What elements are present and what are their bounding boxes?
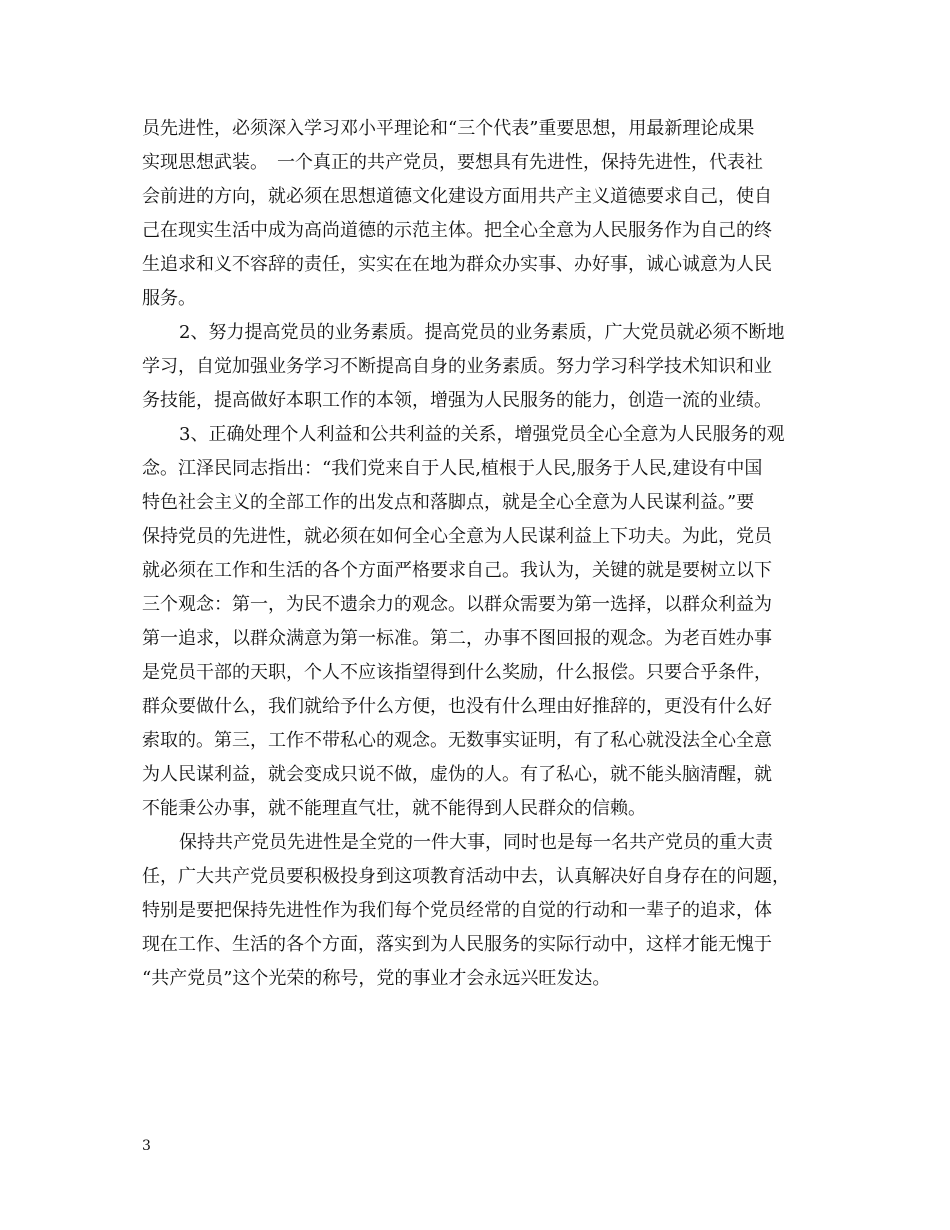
text-line: 三个观念：第一，为民不遗余力的观念。以群众需要为第一选择，以群众利益为 [142, 594, 772, 615]
text-line: 现在工作、生活的各个方面，落实到为人民服务的实际行动中，这样才能无愧于 [142, 934, 772, 955]
text-line: 员先进性，必须深入学习邓小平理论和“三个代表”重要思想，用最新理论成果 [142, 118, 755, 139]
text-line: 为人民谋利益，就会变成只说不做，虚伪的人。有了私心，就不能头脑清醒，就 [142, 764, 772, 785]
text-line: 保持共产党员先进性是全党的一件大事，同时也是每一名共产党员的重大责 [179, 832, 773, 853]
text-line: 特别是要把保持先进性作为我们每个党员经常的自觉的行动和一辈子的追求，体 [142, 900, 772, 921]
text-line: 群众要做什么，我们就给予什么方便，也没有什么理由好推辞的，更没有什么好 [142, 696, 772, 717]
body-text [142, 112, 822, 996]
text-line: 就必须在工作和生活的各个方面严格要求自己。我认为，关键的就是要树立以下 [142, 560, 772, 581]
text-line: 实现思想武装。 一个真正的共产党员，要想具有先进性，保持先进性，代表社 [142, 152, 763, 173]
text-line: 服务。 [142, 288, 196, 309]
text-line: 生追求和义不容辞的责任，实实在在地为群众办实事、办好事，诚心诚意为人民 [142, 254, 772, 275]
text-line: 务技能，提高做好本职工作的本领，增强为人民服务的能力，创造一流的业绩。 [142, 390, 772, 411]
text-line: 2、努力提高党员的业务素质。提高党员的业务素质，广大党员就必须不断地 [179, 322, 785, 343]
text-line: 特色社会主义的全部工作的出发点和落脚点，就是全心全意为人民谋利益。”要 [142, 492, 755, 513]
page-number: 3 [142, 1138, 151, 1154]
text-line: 不能秉公办事，就不能理直气壮，就不能得到人民群众的信赖。 [142, 798, 646, 819]
text-line: 保持党员的先进性，就必须在如何全心全意为人民谋利益上下功夫。为此，党员 [142, 526, 772, 547]
text-line: 任，广大共产党员要积极投身到这项教育活动中去，认真解决好自身存在的问题， [142, 866, 790, 887]
text-line: 念。江泽民同志指出：“我们党来自于人民,植根于人民,服务于人民,建设有中国 [142, 458, 763, 479]
text-line: “共产党员”这个光荣的称号，党的事业才会永远兴旺发达。 [142, 968, 611, 989]
text-line: 学习，自觉加强业务学习不断提高自身的业务素质。努力学习科学技术知识和业 [142, 356, 772, 377]
text-line: 是党员干部的天职，个人不应该指望得到什么奖励，什么报偿。只要合乎条件， [142, 662, 772, 683]
text-line: 索取的。第三，工作不带私心的观念。无数事实证明，有了私心就没法全心全意 [142, 730, 772, 751]
text-line: 会前进的方向，就必须在思想道德文化建设方面用共产主义道德要求自己，使自 [142, 186, 772, 207]
text-line: 第一追求，以群众满意为第一标准。第二，办事不图回报的观念。为老百姓办事 [142, 628, 772, 649]
text-line: 3、正确处理个人利益和公共利益的关系，增强党员全心全意为人民服务的观 [179, 424, 785, 445]
text-line: 己在现实生活中成为高尚道德的示范主体。把全心全意为人民服务作为自己的终 [142, 220, 772, 241]
